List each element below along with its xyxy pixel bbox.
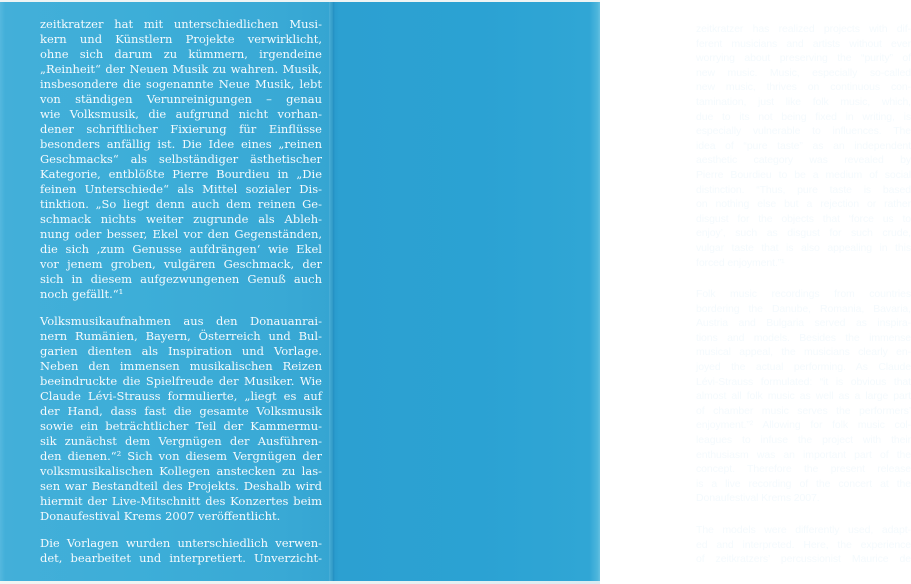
text-line: nern Rumänien, Bayern, Österreich und Bul- [40,329,322,343]
text-line: Volksmusikaufnahmen aus den Donauanrai- [40,314,322,328]
page-fold [329,0,335,584]
text-line: Austria and Bulgaria served as inspira- [696,317,911,330]
text-line: disgust for the objects that ‘force us to [696,212,911,225]
left-page [0,0,333,584]
text-line: besonders anfällig ist. Die Idee eines „reinen [40,137,322,151]
text-line: Kategorie, entblößte Pierre Bourdieu in „Die [40,167,322,181]
text-line: Folk music recordings from countries [696,288,911,301]
text-line: Pierre Bourdieu to be a medium of social [696,168,911,181]
text-line: zeitkratzer hat mit unterschiedlichen Musi- [40,17,322,31]
text-line: nung oder besser, Ekel vor den Gegenständen, [40,227,322,241]
text-line: of zeitkratzers’ percussionist Maurice de [696,553,911,566]
paragraph [696,22,911,270]
text-line: of chamber music serves the performers’ [696,404,911,417]
text-line: noch gefällt.“¹ [40,287,124,301]
text-line: insbesondere die sogenannte Neue Musik, lebt [40,77,322,91]
text-line: new music, thrives on continuous con- [696,81,911,94]
text-line: distinction. “Thus, pure taste is based [696,183,911,196]
paragraph [40,314,322,524]
text-line: worrying about preserving the “purity” of [696,52,911,65]
text-line: almost all folk music as well as a large part [696,390,911,403]
text-line: concept. Therefore the present release [696,463,911,476]
text-line: beeindruckte die Spielfreude der Musiker. Wie [40,374,322,388]
paragraph [40,536,322,566]
text-line: enjoy’, such as disgust for such crude, [696,227,911,240]
text-line: idea of “pure taste” as an independent [696,139,911,152]
text-line: sik zunächst dem Vergnügen der Ausführen- [40,434,322,448]
text-line: zeitkratzer has realized projects with dif- [696,23,911,35]
text-line: vor jenem groben, vulgären Geschmack, der [40,257,322,271]
text-line: dener schriftlicher Fixierung für Einflüsse [40,122,322,136]
text-line: on nothing else but a rejection or rather [696,198,911,211]
text-line: Claude Lévi-Strauss formulierte, „liegt es auf [40,389,322,403]
text-line: Lévi-Strauss formulated: “it is obvious that [696,375,911,388]
text-line: ferent musicians and artists without ever [696,37,911,50]
text-line: sen war Bestandteil des Projekts. Deshalb wird [40,479,322,493]
text-line: Die Vorlagen wurden unterschiedlich verwen- [40,536,322,550]
text-line: especially vulnerable to influences. The [696,125,911,138]
text-line: Geschmacks“ als selbständiger ästhetischer [40,152,322,166]
text-line: den dienen.“² Sich von diesem Vergnügen der [40,449,322,463]
text-line: det, bearbeitet und interpretiert. Unverzicht- [40,551,322,565]
text-line: The models were differently used, adapt- [696,524,911,536]
text-line: new music. Music, especially so-called [696,66,911,79]
text-line: sowie ein beträchtlicher Teil der Kammermu- [40,419,322,433]
text-line: tamination, just like folk music, which, [696,95,911,108]
paragraph [40,17,322,302]
text-line: joyed the actual performing. As Claude [696,361,911,374]
text-line: von ständigen Verunreinigungen – genau [40,92,322,106]
text-line: forced enjoyment.”¹ [696,256,785,269]
text-line: die sich ‚zum Genusse aufdrängen‘ wie Ekel [40,242,322,256]
text-line: enthusiasm was an important part of the [696,448,911,461]
text-line: schmack nichts weiter zugrunde als Ableh- [40,212,322,226]
text-line: leagues to infuse the project with their [696,434,911,447]
text-line: ohne sich darum zu kümmern, irgendeine [40,47,322,61]
german-text-column [40,17,322,578]
text-line: feinen Unterschiede“ als Mittel sozialer Dis- [40,182,322,196]
text-line: tinktion. „So liegt denn auch dem reinen Ge- [40,197,322,211]
right-page [333,0,911,584]
text-line: wie Volksmusik, die aufgrund nicht vorhan- [40,107,322,121]
text-line: Neben den immensen musikalischen Reizen [40,359,322,373]
paragraph [696,287,911,506]
text-line: aesthetic category was revealed by [696,154,911,167]
text-line: volksmusikalischen Kollegen anstecken zu las- [40,464,322,478]
text-line: kern und Künstlern Projekte verwirklicht, [40,32,322,46]
paragraph [696,523,911,567]
text-line: der Hand, dass fast die gesamte Volksmusik [40,404,322,418]
page-edge-top [0,0,600,2]
text-line: garien dienten als Inspiration und Vorlage. [40,344,322,358]
text-line: enjoyment.”² Allowing for folk music col- [696,419,911,432]
text-line: tions and models. Besides the immense [696,331,911,344]
text-line: due to its not being fixed in writing, is [696,110,911,123]
text-line: hiermit der Live-Mitschnitt des Konzertes beim [40,494,322,508]
text-line: musical appeal, the musicians clearly en- [696,346,911,359]
text-line: Donaufestival Krems 2007 veröffentlicht. [40,509,281,523]
text-line: sich in diesem aufgezwungenen Genuß auch [40,272,322,286]
text-line: Donaufestival Krems 2007. [696,492,820,505]
text-line: bordering the Danube, Romania, Bavaria, [696,302,911,315]
text-line: vulgar taste that is also appealing in this [696,241,911,254]
english-text-column [696,22,911,584]
text-line: is a live recording of the concert at the [696,477,911,490]
text-line: ed and interpreted. Here, the experience [696,538,911,551]
text-line: „Reinheit“ der Neuen Musik zu wahren. Musik, [40,62,322,76]
